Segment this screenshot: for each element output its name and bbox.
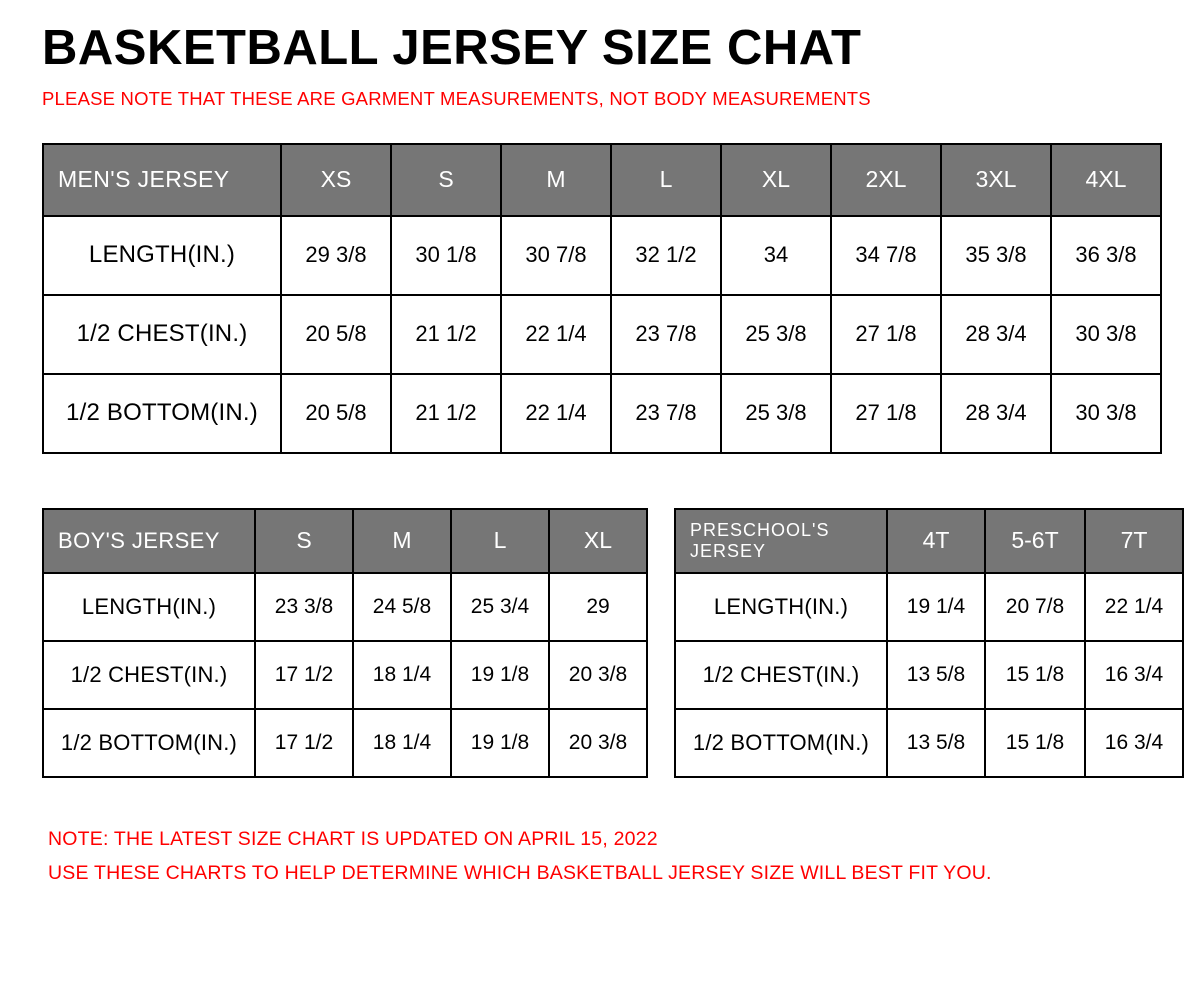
cell-length-xs: 29 3/8 bbox=[281, 216, 391, 295]
row-label-half-chest: 1/2 CHEST(IN.) bbox=[675, 641, 887, 709]
cell-length-4xl: 36 3/8 bbox=[1051, 216, 1161, 295]
cell-length-xl: 29 bbox=[549, 573, 647, 641]
cell-length-s: 30 1/8 bbox=[391, 216, 501, 295]
cell-bottom-xs: 20 5/8 bbox=[281, 374, 391, 453]
column-header-xs: XS bbox=[281, 144, 391, 216]
cell-length-4t: 19 1/4 bbox=[887, 573, 985, 641]
cell-chest-xl: 20 3/8 bbox=[549, 641, 647, 709]
table-row bbox=[43, 641, 647, 709]
column-header-7t: 7T bbox=[1085, 509, 1183, 573]
cell-length-l: 32 1/2 bbox=[611, 216, 721, 295]
column-header-3xl: 3XL bbox=[941, 144, 1051, 216]
column-header-xl: XL bbox=[549, 509, 647, 573]
footer-note-updated: NOTE: THE LATEST SIZE CHART IS UPDATED ON APRIL 15, 2022 bbox=[48, 827, 658, 850]
table-row bbox=[43, 216, 1161, 295]
cell-chest-m: 22 1/4 bbox=[501, 295, 611, 374]
cell-bottom-3xl: 28 3/4 bbox=[941, 374, 1051, 453]
table-header-row bbox=[43, 509, 647, 573]
column-header-4t: 4T bbox=[887, 509, 985, 573]
row-label-half-chest: 1/2 CHEST(IN.) bbox=[43, 641, 255, 709]
footer-notes bbox=[42, 822, 1160, 890]
table-row bbox=[43, 573, 647, 641]
cell-bottom-4t: 13 5/8 bbox=[887, 709, 985, 777]
row-label-half-chest: 1/2 CHEST(IN.) bbox=[43, 295, 281, 374]
row-label-half-bottom: 1/2 BOTTOM(IN.) bbox=[43, 709, 255, 777]
preschool-table-title: PRESCHOOL'S JERSEY bbox=[675, 509, 887, 573]
cell-length-m: 30 7/8 bbox=[501, 216, 611, 295]
column-header-5-6t: 5-6T bbox=[985, 509, 1085, 573]
cell-bottom-xl: 25 3/8 bbox=[721, 374, 831, 453]
column-header-xl: XL bbox=[721, 144, 831, 216]
table-header-row bbox=[675, 509, 1183, 573]
row-label-length: LENGTH(IN.) bbox=[43, 216, 281, 295]
column-header-s: S bbox=[255, 509, 353, 573]
preschool-jersey-table bbox=[674, 508, 1184, 778]
cell-length-5-6t: 20 7/8 bbox=[985, 573, 1085, 641]
column-header-4xl: 4XL bbox=[1051, 144, 1161, 216]
mens-jersey-table bbox=[42, 143, 1162, 454]
cell-length-xl: 34 bbox=[721, 216, 831, 295]
footer-note-usage: USE THESE CHARTS TO HELP DETERMINE WHICH BASKETBALL JERSEY SIZE WILL BEST FIT YOU. bbox=[48, 861, 992, 884]
table-row bbox=[43, 709, 647, 777]
cell-chest-4xl: 30 3/8 bbox=[1051, 295, 1161, 374]
cell-chest-s: 21 1/2 bbox=[391, 295, 501, 374]
table-header-row bbox=[43, 144, 1161, 216]
row-label-half-bottom: 1/2 BOTTOM(IN.) bbox=[43, 374, 281, 453]
cell-bottom-l: 19 1/8 bbox=[451, 709, 549, 777]
cell-bottom-s: 17 1/2 bbox=[255, 709, 353, 777]
table-row bbox=[675, 573, 1183, 641]
row-label-length: LENGTH(IN.) bbox=[675, 573, 887, 641]
cell-bottom-xl: 20 3/8 bbox=[549, 709, 647, 777]
cell-chest-m: 18 1/4 bbox=[353, 641, 451, 709]
cell-bottom-l: 23 7/8 bbox=[611, 374, 721, 453]
cell-chest-5-6t: 15 1/8 bbox=[985, 641, 1085, 709]
cell-bottom-s: 21 1/2 bbox=[391, 374, 501, 453]
cell-bottom-5-6t: 15 1/8 bbox=[985, 709, 1085, 777]
cell-bottom-2xl: 27 1/8 bbox=[831, 374, 941, 453]
cell-length-l: 25 3/4 bbox=[451, 573, 549, 641]
cell-bottom-7t: 16 3/4 bbox=[1085, 709, 1183, 777]
cell-chest-s: 17 1/2 bbox=[255, 641, 353, 709]
cell-bottom-4xl: 30 3/8 bbox=[1051, 374, 1161, 453]
cell-chest-3xl: 28 3/4 bbox=[941, 295, 1051, 374]
table-row bbox=[43, 295, 1161, 374]
cell-chest-4t: 13 5/8 bbox=[887, 641, 985, 709]
garment-measurement-note: PLEASE NOTE THAT THESE ARE GARMENT MEASUREMENTS, NOT BODY MEASUREMENTS bbox=[42, 87, 871, 109]
column-header-2xl: 2XL bbox=[831, 144, 941, 216]
lower-tables-container bbox=[42, 508, 1164, 778]
page-title: BASKETBALL JERSEY SIZE CHAT bbox=[42, 21, 862, 75]
cell-length-s: 23 3/8 bbox=[255, 573, 353, 641]
boys-jersey-table bbox=[42, 508, 648, 778]
column-header-m: M bbox=[353, 509, 451, 573]
cell-chest-l: 23 7/8 bbox=[611, 295, 721, 374]
table-row bbox=[675, 709, 1183, 777]
row-label-half-bottom: 1/2 BOTTOM(IN.) bbox=[675, 709, 887, 777]
cell-bottom-m: 22 1/4 bbox=[501, 374, 611, 453]
cell-length-2xl: 34 7/8 bbox=[831, 216, 941, 295]
column-header-s: S bbox=[391, 144, 501, 216]
cell-length-7t: 22 1/4 bbox=[1085, 573, 1183, 641]
table-row bbox=[675, 641, 1183, 709]
cell-bottom-m: 18 1/4 bbox=[353, 709, 451, 777]
cell-chest-7t: 16 3/4 bbox=[1085, 641, 1183, 709]
column-header-l: L bbox=[451, 509, 549, 573]
column-header-m: M bbox=[501, 144, 611, 216]
cell-chest-2xl: 27 1/8 bbox=[831, 295, 941, 374]
row-label-length: LENGTH(IN.) bbox=[43, 573, 255, 641]
cell-length-3xl: 35 3/8 bbox=[941, 216, 1051, 295]
cell-chest-xs: 20 5/8 bbox=[281, 295, 391, 374]
mens-table-title: MEN'S JERSEY bbox=[43, 144, 281, 216]
cell-length-m: 24 5/8 bbox=[353, 573, 451, 641]
boys-table-title: BOY'S JERSEY bbox=[43, 509, 255, 573]
column-header-l: L bbox=[611, 144, 721, 216]
cell-chest-l: 19 1/8 bbox=[451, 641, 549, 709]
table-row bbox=[43, 374, 1161, 453]
cell-chest-xl: 25 3/8 bbox=[721, 295, 831, 374]
